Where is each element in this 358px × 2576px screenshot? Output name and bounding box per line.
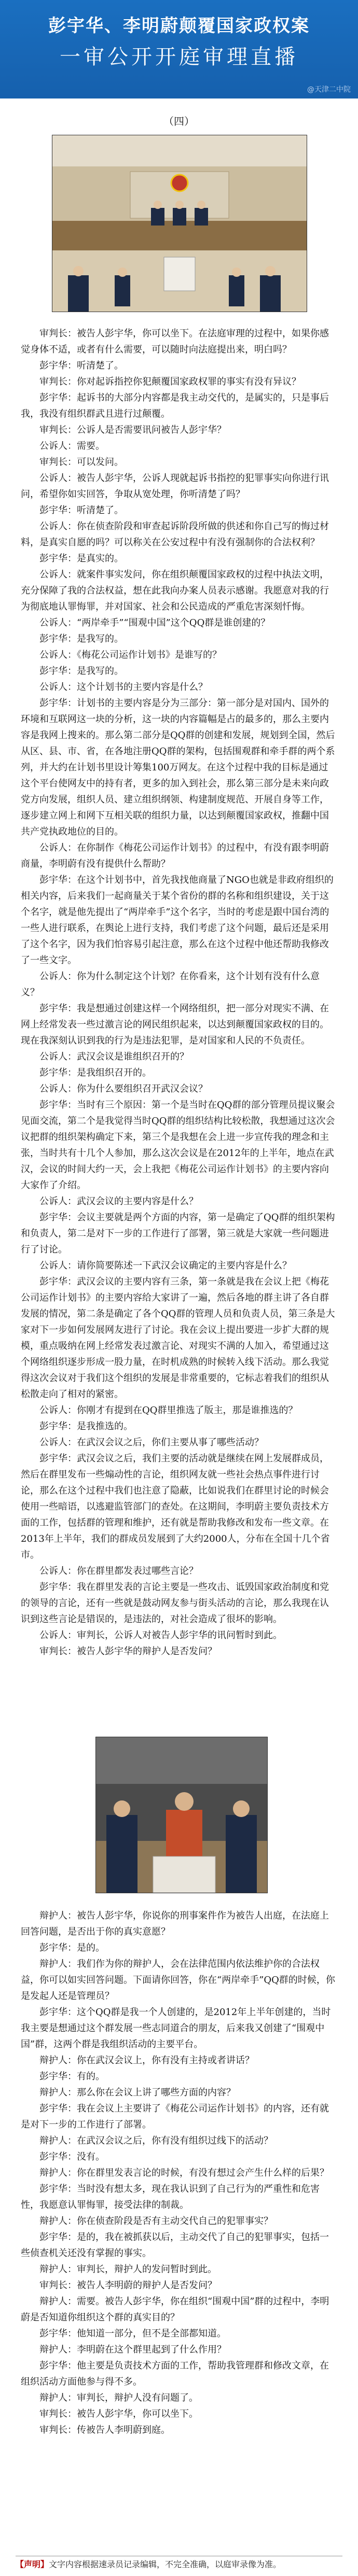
courtroom-illustration: [52, 135, 307, 312]
transcript-line: 辩护人：在武汉会议之后，你有没有组织过线下的活动？: [39, 2135, 273, 2146]
transcript-line: 公诉人：在武汉会议之后，你们主要从事了哪些活动？: [39, 1437, 264, 1448]
transcript-line: 审判长：你对起诉指控你犯颠覆国家政权罪的事实有没有异议？: [39, 376, 301, 387]
transcript-part2: [21, 1908, 337, 2438]
national-emblem-icon: [171, 175, 188, 191]
transcript-line: 彭宇华：我在会议上主要讲了《梅花公司运作计划书》的内容，还有就是对下一步的工作进行了部署。: [21, 2103, 329, 2130]
transcript-line: 彭宇华：是我推选的。: [39, 1421, 133, 1432]
transcript-line: 审判长：被告人彭宇华，你可以坐下。在法庭审理的过程中，如果你感觉身体不适，或者有什么需要，可以随时向法庭提出来，明白吗？: [21, 328, 329, 355]
transcript-line: 辩护人：被告人彭宇华，你说你的刑事案件作为被告人出庭，在法庭上回答问题，是否出于你的真实意愿？: [21, 1910, 329, 1937]
transcript-line: 公诉人：在你制作《梅花公司运作计划书》的过程中，有没有跟李明蔚商量，李明蔚有没有提供什么帮助？: [21, 842, 329, 869]
transcript-line: 彭宇华：是我写的。: [39, 666, 123, 677]
transcript-line: 公诉人：武汉会议是谁组织召开的？: [39, 1051, 189, 1062]
section-label: （四）: [163, 115, 195, 128]
transcript-line: 彭宇华：起诉书的大部分内容都是我主动交代的，是属实的，只是事后我，我没有组织群武且进行过颠覆。: [21, 392, 329, 419]
transcript-line: 公诉人：你刚才有提到在QQ群里推选了版主，那是谁推选的？: [39, 1405, 298, 1416]
transcript-line: 彭宇华：当时有三个原因：第一个是当时在QQ群的部分管理员提议聚会见面交流，第二个是我觉得当时QQ群的组织结构比较松散，我想通过这次会议把群的组织架构确定下来，第三个是我想在会上进一步宣传我的理念和主张，当时共有十几个人参加，那么这次会议是在2012年的上半年，地点在武汉，会议的时间大约一天，会上我把《梅花公司运作计划书》的主要内容向大家作了介绍。: [21, 1100, 335, 1191]
transcript-line: 审判长：传被告人李明蔚到庭。: [39, 2425, 170, 2436]
transcript-line: 公诉人：被告人彭宇华，公诉人现就起诉书指控的犯罪事实向你进行讯问，希望你如实回答，争取从宽处理，你听清楚了吗？: [21, 473, 329, 500]
transcript-line: 彭宇华：我在群里发表的言论主要是一些攻击、诋毁国家政治制度和党的领导的言论，还有一些就是鼓动网友参与街头活动的言论，那么我现在认识到这些言论是错误的，是违法的，对社会造成了很坏的影响。: [21, 1582, 329, 1625]
transcript-line: 辩护人：需要。被告人彭宇华，你在组织“围观中国”群的过程中，李明蔚是否知道你组织这个群的真实目的？: [21, 2296, 329, 2323]
transcript-line: 彭宇华：是真实的。: [39, 553, 123, 564]
banner-title-line2: 一审公开开庭审理直播: [60, 45, 298, 69]
footer-text: 文字内容根据速录员记录编辑，不完全准确，以庭审录像为准。: [49, 2559, 282, 2569]
transcript-line: 辩护人：我们作为你的辩护人，会在法律范围内依法维护你的合法权益，你可以如实回答问题。下面请你回答，你在“两岸牵手”QQ群的时候，你是发起人还是管理员？: [21, 1959, 335, 2002]
transcript-line: 彭宇华：没有。: [39, 2151, 105, 2162]
transcript-line: 彭宇华：当时没有想太多，现在我认识到了自己行为的严重性和危害性，我愿意认罪悔罪，接受法律的制裁。: [21, 2184, 320, 2211]
transcript-line: 辩护人：你在侦查阶段是否有主动交代自己的犯罪事实？: [39, 2216, 273, 2227]
transcript-line: 彭宇华：武汉会议的主要内容有三条，第一条就是我在会议上把《梅花公司运作计划书》的主要内容给大家讲了一遍，然后各地的群主讲了各自群发展的情况，第二条是确定了各个QQ群的管理人员和负责人员，第三条是大家对下一步如何发展网友进行了讨论。我在会议上提出要进一步扩大群的规模，重点吸纳在网上经常发表过激言论、对现实不满的人加入，希望通过这个网络组织逐步形成一股力量，在时机成熟的时候转入线下活动。那么我觉得这次会议对于我们这个组织的发展是非常重要的，它标志着我们的组织从松散走向了相对的紧密。: [21, 1276, 335, 1400]
transcript-line: 辩护人：审判长，辩护人没有问题了。: [39, 2392, 198, 2403]
transcript-line: 辩护人：审判长，辩护人的发问暂时到此。: [39, 2264, 217, 2275]
transcript-line: 彭宇华：武汉会议之后，我们主要的活动就是继续在网上发展群成员，然后在群里发布一些煽动性的言论，组织网友就一些社会热点事件进行讨论，那么在这个过程中我们也注意了隐蔽，比如说我们在群里讨论的时候会使用一些暗语，以逃避监管部门的查处。在这期间，李明蔚主要负责技术方面的工作，包括群的管理和维护，还有就是帮助我修改和发布一些文章。在2013年上半年，我们的群成员发展到了大约2000人，分布在全国十几个省市。: [21, 1453, 330, 1560]
transcript-line: 彭宇华：是我写的。: [39, 634, 123, 644]
transcript-line: 公诉人：审判长，公诉人对被告人彭宇华的讯问暂时到此。: [39, 1630, 282, 1641]
transcript-line: 辩护人：那么你在会议上讲了哪些方面的内容？: [39, 2087, 236, 2098]
transcript-line: 公诉人：需要。: [39, 441, 105, 452]
transcript-line: 彭宇华：他主要是负责技术方面的工作，帮助我管理群和修改文章，在组织活动方面他参与得不多。: [21, 2360, 329, 2387]
transcript-line: 公诉人：你在侦查阶段和审查起诉阶段所做的供述和你自己写的悔过材料，是真实自愿的吗？可以称关在公安过程中有没有强制你的合法权利？: [21, 521, 329, 548]
transcript-line: 公诉人：武汉会议的主要内容是什么？: [39, 1196, 198, 1207]
transcript-line: 公诉人：你在群里都发表过哪些言论？: [39, 1566, 198, 1576]
transcript-line: 审判长：公诉人是否需要讯问被告人彭宇华？: [39, 425, 226, 435]
transcript-line: 彭宇华：听清楚了。: [39, 360, 123, 371]
footer-note: [16, 2556, 342, 2573]
transcript-line: 彭宇华：计划书的主要内容是分为三部分：第一部分是对国内、国外的环境和互联网这一块的分析，这一块的内容篇幅是占的最多的，那么主要内容是我网上搜来的。那么第二部分是QQ群的创建和发展，规划到全国，然后从区、县、市、省，在各地注册QQ群的架构，包括围观群和牵手群的两个系列，并大约在计划书里设计筹集100万网友。在这个过程中我的目标是通过这个平台使网友中的持有者，更多的加入到社会，那么第三部分是未来向政党方向发展，组织人员、建立组织纲领、构建制度规范、开展自身等工作，逐步建立网上和网下互相关联的组织力量，以达到颠覆国家政权，推翻中国共产党执政地位的目的。: [21, 698, 335, 837]
defendant-photo: [95, 1737, 268, 1893]
transcript-line: 彭宇华：这个QQ群是我一个人创建的，是2012年上半年创建的，当时我主要是想通过这个群发展一些志同道合的朋友，后来我又创建了“围观中国”群，这两个群是我组织活动的主要平台。: [21, 2007, 331, 2050]
transcript-line: 公诉人：你为什么要组织召开武汉会议？: [39, 1083, 208, 1094]
transcript-line: 彭宇华：他知道一部分，但不是全部都知道。: [39, 2328, 226, 2339]
banner-watermark: @天津二中院: [307, 86, 351, 94]
transcript-line: 公诉人：你为什么制定这个计划？在你看来，这个计划有没有什么意义？: [21, 971, 320, 998]
transcript-line: 彭宇华：听清楚了。: [39, 505, 123, 516]
transcript-line: 彭宇华：有的。: [39, 2071, 105, 2082]
transcript-line: 公诉人：请你简要陈述一下武汉会议确定的主要内容是什么？: [39, 1260, 292, 1271]
transcript-line: 审判长：可以发问。: [39, 457, 123, 468]
defendant-illustration: [96, 1737, 267, 1893]
transcript-line: 公诉人：《梅花公司运作计划书》是谁写的？: [39, 650, 222, 660]
transcript-line: 公诉人：“两岸牵手”“围观中国”这个QQ群是谁创建的？: [39, 617, 270, 628]
transcript-line: 公诉人：就案件事实发问，你在组织颠覆国家政权的过程中执法文明，充分保障了我的合法权益，想在此我向办案人员表示感谢。我愿意对我的行为彻底地认罪悔罪，并对国家、社会和公民造成的严重危害深刻忏悔。: [21, 569, 329, 612]
transcript-line: 彭宇华：在这个计划书中，首先我找他商量了NGO也就是非政府组织的相关内容，后来我们一起商量关于某个省份的群的名称和组织建设，关于这个名字，就是他先提出了“两岸牵手”这个名字，当时的考虑是跟中国台湾的一些人进行联系，在舆论上进行支持，我们考虑了这个问题，最后还是采用了这个名字，因为我们怕容易引起注意，那么在这个过程中他还帮助我修改了一些文字。: [21, 875, 334, 966]
transcript-line: 辩护人：你在武汉会议上，你有没有主持或者讲话？: [39, 2055, 254, 2066]
transcript-line: 公诉人：这个计划书的主要内容是什么？: [39, 682, 208, 693]
transcript-line: 彭宇华：会议主要就是两个方面的内容，第一是确定了QQ群的组织架构和负责人，第二是对下一步的工作进行了部署，第三就是大家就一些问题进行了讨论。: [21, 1212, 335, 1255]
footer-label: 【声明】: [16, 2559, 49, 2569]
transcript-line: 辩护人：你在群里发表言论的时候，有没有想过会产生什么样的后果？: [39, 2167, 329, 2178]
transcript-part1: [21, 326, 337, 1659]
transcript-line: 彭宇华：我是想通过创建这样一个网络组织，把一部分对现实不满、在网上经常发表一些过激言论的网民组织起来，以达到颠覆国家政权的目的。现在我深刻认识到我的行为是违法犯罪，是对国家和人民的不负责任。: [21, 1003, 329, 1046]
transcript-line: 彭宇华：是的，我在被抓获以后，主动交代了自己的犯罪事实，包括一些侦查机关还没有掌握的事实。: [21, 2232, 329, 2259]
transcript-line: 审判长：被告人彭宇华，你可以坐下。: [39, 2409, 198, 2419]
banner-title-line1: 彭宇华、李明蔚颠覆国家政权案: [48, 16, 310, 36]
courtroom-photo: [52, 135, 307, 312]
transcript-line: 彭宇华：是我组织召开的。: [39, 1067, 152, 1078]
header-banner: [0, 0, 358, 98]
transcript-line: 审判长：被告人彭宇华的辩护人是否发问？: [39, 1646, 217, 1657]
transcript-line: 辩护人：李明蔚在这个群里起到了什么作用？: [39, 2344, 226, 2355]
transcript-line: 审判长：被告人李明蔚的辩护人是否发问？: [39, 2280, 217, 2291]
transcript-line: 彭宇华：是的。: [39, 1942, 105, 1953]
